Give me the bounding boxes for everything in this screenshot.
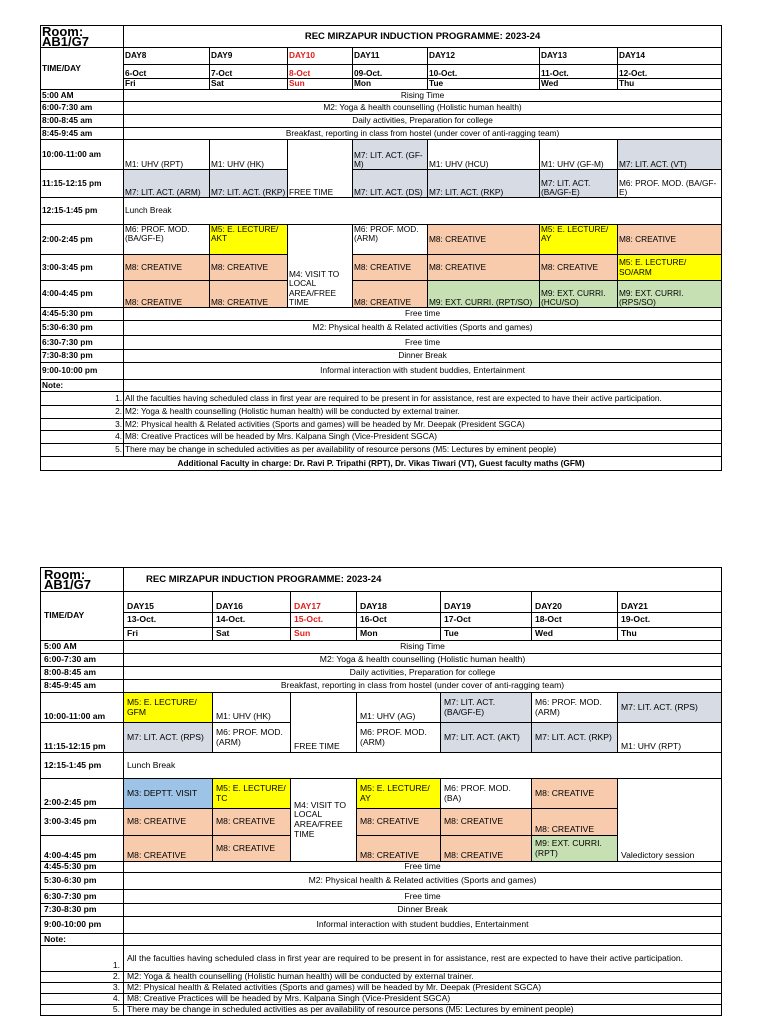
session-cell: M7: LIT. ACT. (RKP) xyxy=(210,170,288,198)
free-time-cell: Free time xyxy=(124,862,722,873)
date-cell: 17-Oct xyxy=(441,613,532,628)
session-cell: M1: UHV (AG) xyxy=(357,693,441,723)
day-header: DAY17 xyxy=(291,592,357,613)
session-cell: M1: UHV (HK) xyxy=(210,140,288,170)
day-header: DAY20 xyxy=(532,592,618,613)
session-cell: M5: E. LECTURE/ AY xyxy=(540,225,618,255)
session-cell: M7: LIT. ACT. (VT) xyxy=(618,140,722,170)
time-slot: 11:15-12:15 pm xyxy=(41,723,124,753)
physical-health-cell: M2: Physical health & Related activities (Sports and games) xyxy=(124,873,722,890)
session-cell: M6: PROF. MOD. (BA/GF-E) xyxy=(124,225,210,255)
session-cell: M8: CREATIVE xyxy=(540,255,618,281)
note-number: 5. xyxy=(41,444,124,457)
session-cell: M9: EXT. CURRI. (RPT/SO) xyxy=(428,281,540,308)
session-cell: M7: LIT. ACT. (DS) xyxy=(353,170,428,198)
session-cell: M6: PROF. MOD. (BA) xyxy=(441,779,532,809)
session-cell: M1: UHV (HCU) xyxy=(428,140,540,170)
time-slot: 4:45-5:30 pm xyxy=(41,308,124,321)
time-slot: 5:00 AM xyxy=(41,641,124,654)
weekday-cell: Thu xyxy=(618,628,722,641)
session-cell: M6: PROF. MOD. (BA/GF-E) xyxy=(618,170,722,198)
time-slot: 10:00-11:00 am xyxy=(41,693,124,723)
weekday-cell: Mon xyxy=(353,79,428,90)
note-spacer xyxy=(124,380,722,392)
date-cell: 10-Oct. xyxy=(428,65,540,79)
session-cell: M8: CREATIVE xyxy=(441,836,532,862)
note-text: All the faculties having scheduled class in first year are required to be present in for assistance, rest are expected to have their active participation. xyxy=(124,392,722,406)
weekday-cell: Wed xyxy=(532,628,618,641)
weekday-cell: Sun xyxy=(288,79,353,90)
day-header: DAY10 xyxy=(288,48,353,65)
weekday-cell: Sat xyxy=(213,628,291,641)
date-cell: 12-Oct. xyxy=(618,65,722,79)
date-cell: 11-Oct. xyxy=(540,65,618,79)
date-cell: 13-Oct. xyxy=(124,613,213,628)
room-label: Room: AB1/G7 xyxy=(41,26,124,48)
visit-local-area-cell: M4: VISIT TO LOCAL AREA/FREE TIME xyxy=(291,779,357,862)
session-cell: M7: LIT. ACT. (RPS) xyxy=(124,723,213,753)
free-time-cell: Free time xyxy=(124,336,722,350)
session-cell: M7: LIT. ACT. (AKT) xyxy=(441,723,532,753)
date-cell: 18-Oct xyxy=(532,613,618,628)
time-slot: 4:45-5:30 pm xyxy=(41,862,124,873)
time-slot: 2:00-2:45 pm xyxy=(41,779,124,809)
note-text: There may be change in scheduled activities as per availability of resource persons (M5: Lectures by eminent people) xyxy=(124,444,722,457)
time-slot: 2:00-2:45 pm xyxy=(41,225,124,255)
weekday-cell: Sun xyxy=(291,628,357,641)
note-text: M8: Creative Practices will be headed by Mrs. Kalpana Singh (Vice-President SGCA) xyxy=(124,994,722,1005)
session-cell: M8: CREATIVE xyxy=(213,836,291,862)
breakfast-cell: Breakfast, reporting in class from hostel (under cover of anti-ragging team) xyxy=(124,680,722,693)
weekday-cell: Tue xyxy=(441,628,532,641)
session-cell: M5: E. LECTURE/ SO/ARM xyxy=(618,255,722,281)
date-cell: 09-Oct. xyxy=(353,65,428,79)
note-number: 1. xyxy=(41,392,124,406)
timetable-week-1 xyxy=(40,25,721,471)
yoga-cell: M2: Yoga & health counselling (Holistic human health) xyxy=(124,654,722,667)
session-cell: M6: PROF. MOD. (ARM) xyxy=(213,723,291,753)
free-time-cell: FREE TIME xyxy=(288,140,353,198)
additional-faculty: Additional Faculty in charge: Dr. Ravi P. Tripathi (RPT), Dr. Vikas Tiwari (VT), Guest faculty maths (GFM) xyxy=(41,457,722,471)
time-slot: 7:30-8:30 pm xyxy=(41,350,124,363)
room-label: Room: AB1/G7 xyxy=(41,568,124,592)
weekday-cell: Sat xyxy=(210,79,288,90)
session-cell: M3: DEPTT. VISIT xyxy=(124,779,213,809)
session-cell: M7: LIT. ACT. (RKP) xyxy=(532,723,618,753)
weekday-cell: Fri xyxy=(124,79,210,90)
time-slot: 8:45-9:45 am xyxy=(41,128,124,140)
timetable-week-2 xyxy=(40,567,721,1016)
session-cell: M8: CREATIVE xyxy=(532,779,618,809)
session-cell: M9: EXT. CURRI. (RPS/SO) xyxy=(618,281,722,308)
note-label: Note: xyxy=(41,934,124,946)
valedictory-session-cell: Valedictory session xyxy=(618,779,722,862)
time-slot: 6:00-7:30 am xyxy=(41,102,124,115)
daily-activities-cell: Daily activities, Preparation for college xyxy=(124,667,722,680)
page-title: REC MIRZAPUR INDUCTION PROGRAMME: 2023-24 xyxy=(124,26,722,48)
yoga-cell: M2: Yoga & health counselling (Holistic human health) xyxy=(124,102,722,115)
time-slot: 9:00-10:00 pm xyxy=(41,917,124,934)
note-label: Note: xyxy=(41,380,124,392)
session-cell: M8: CREATIVE xyxy=(357,809,441,836)
note-text: M2: Yoga & health counselling (Holistic human health) will be conducted by external trainer. xyxy=(124,972,722,983)
rising-time-cell: Rising Time xyxy=(124,641,722,654)
time-slot: 4:00-4:45 pm xyxy=(41,281,124,308)
note-number: 4. xyxy=(41,431,124,444)
time-slot: 9:00-10:00 pm xyxy=(41,363,124,380)
time-slot: 3:00-3:45 pm xyxy=(41,809,124,836)
session-cell: M1: UHV (GF-M) xyxy=(540,140,618,170)
note-text: M2: Yoga & health counselling (Holistic human health) will be conducted by external trainer. xyxy=(124,406,722,419)
note-number: 3. xyxy=(41,983,124,994)
session-cell: M8: CREATIVE xyxy=(532,809,618,836)
time-slot: 10:00-11:00 am xyxy=(41,140,124,170)
session-cell: M9: EXT. CURRI. (RPT) xyxy=(532,836,618,862)
time-slot: 12:15-1:45 pm xyxy=(41,198,124,225)
note-text: M2: Physical health & Related activities (Sports and games) will be headed by Mr. Deepak (President SGCA) xyxy=(124,983,722,994)
note-spacer xyxy=(124,934,722,946)
note-number: 2. xyxy=(41,972,124,983)
day-header: DAY14 xyxy=(618,48,722,65)
time-slot: 11:15-12:15 pm xyxy=(41,170,124,198)
note-number: 5. xyxy=(41,1005,124,1016)
session-cell: M1: UHV (HK) xyxy=(213,693,291,723)
session-cell: M8: CREATIVE xyxy=(124,809,213,836)
day-header: DAY11 xyxy=(353,48,428,65)
session-cell: M1: UHV (RPT) xyxy=(124,140,210,170)
informal-interaction-cell: Informal interaction with student buddies, Entertainment xyxy=(124,917,722,934)
session-cell: M7: LIT. ACT. (GF-M) xyxy=(353,140,428,170)
session-cell: M8: CREATIVE xyxy=(124,281,210,308)
session-cell: M5: E. LECTURE/ AKT xyxy=(210,225,288,255)
session-cell: M6: PROF. MOD. (ARM) xyxy=(532,693,618,723)
session-cell: M6: PROF. MOD. (ARM) xyxy=(353,225,428,255)
note-number: 3. xyxy=(41,419,124,431)
dinner-break-cell: Dinner Break xyxy=(124,904,722,917)
session-cell: M8: CREATIVE xyxy=(353,281,428,308)
schedule-table xyxy=(40,567,722,1016)
session-cell: M8: CREATIVE xyxy=(213,809,291,836)
day-header: DAY15 xyxy=(124,592,213,613)
time-slot: 3:00-3:45 pm xyxy=(41,255,124,281)
day-header: DAY18 xyxy=(357,592,441,613)
time-slot: 5:30-6:30 pm xyxy=(41,321,124,336)
breakfast-cell: Breakfast, reporting in class from hostel (under cover of anti-ragging team) xyxy=(124,128,722,140)
date-cell: 14-Oct. xyxy=(213,613,291,628)
day-header: DAY12 xyxy=(428,48,540,65)
session-cell: M7: LIT. ACT. (RPS) xyxy=(618,693,722,723)
lunch-break-cell: Lunch Break xyxy=(124,753,722,779)
note-number: 1. xyxy=(41,946,124,972)
session-cell: M8: CREATIVE xyxy=(124,255,210,281)
session-cell: M7: LIT. ACT. (BA/GF-E) xyxy=(441,693,532,723)
time-slot: 5:00 AM xyxy=(41,90,124,102)
daily-activities-cell: Daily activities, Preparation for college xyxy=(124,115,722,128)
weekday-cell: Wed xyxy=(540,79,618,90)
session-cell: M8: CREATIVE xyxy=(353,255,428,281)
weekday-cell: Thu xyxy=(618,79,722,90)
time-slot: 8:00-8:45 am xyxy=(41,667,124,680)
session-cell: M8: CREATIVE xyxy=(210,281,288,308)
session-cell: M8: CREATIVE xyxy=(428,255,540,281)
note-text: M2: Physical health & Related activities (Sports and games) will be headed by Mr. Deepak (President SGCA) xyxy=(124,419,722,431)
session-cell: M8: CREATIVE xyxy=(428,225,540,255)
session-cell: M5: E. LECTURE/ TC xyxy=(213,779,291,809)
visit-local-area-cell: M4: VISIT TO LOCAL AREA/FREE TIME xyxy=(288,225,353,308)
day-header: DAY19 xyxy=(441,592,532,613)
session-cell: M6: PROF. MOD. (ARM) xyxy=(357,723,441,753)
note-text: All the faculties having scheduled class in first year are required to be present in for assistance, rest are expected to have their active participation. xyxy=(124,946,722,972)
date-cell: 16-Oct xyxy=(357,613,441,628)
time-slot: 8:00-8:45 am xyxy=(41,115,124,128)
session-cell: M5: E. LECTURE/ AY xyxy=(357,779,441,809)
time-slot: 6:30-7:30 pm xyxy=(41,890,124,904)
day-header: DAY13 xyxy=(540,48,618,65)
time-slot: 7:30-8:30 pm xyxy=(41,904,124,917)
time-slot: 4:00-4:45 pm xyxy=(41,836,124,862)
time-day-header: TIME/DAY xyxy=(41,592,124,641)
session-cell: M5: E. LECTURE/ GFM xyxy=(124,693,213,723)
page-title: REC MIRZAPUR INDUCTION PROGRAMME: 2023-24 xyxy=(124,568,722,592)
free-time-cell: FREE TIME xyxy=(291,693,357,753)
session-cell: M7: LIT. ACT. (ARM) xyxy=(124,170,210,198)
time-slot: 6:30-7:30 pm xyxy=(41,336,124,350)
schedule-table xyxy=(40,25,722,471)
date-cell: 6-Oct xyxy=(124,65,210,79)
dinner-break-cell: Dinner Break xyxy=(124,350,722,363)
note-text: There may be change in scheduled activities as per availability of resource persons (M5: Lectures by eminent people) xyxy=(124,1005,722,1016)
time-slot: 8:45-9:45 am xyxy=(41,680,124,693)
time-day-header: TIME/DAY xyxy=(41,48,124,90)
weekday-cell: Tue xyxy=(428,79,540,90)
session-cell: M8: CREATIVE xyxy=(124,836,213,862)
date-cell: 8-Oct xyxy=(288,65,353,79)
free-time-cell: Free time xyxy=(124,308,722,321)
session-cell: M8: CREATIVE xyxy=(441,809,532,836)
date-cell: 7-Oct xyxy=(210,65,288,79)
session-cell: M8: CREATIVE xyxy=(357,836,441,862)
session-cell: M8: CREATIVE xyxy=(210,255,288,281)
date-cell: 19-Oct. xyxy=(618,613,722,628)
session-cell: M9: EXT. CURRI. (HCU/SO) xyxy=(540,281,618,308)
session-cell: M7: LIT. ACT. (BA/GF-E) xyxy=(540,170,618,198)
day-header: DAY21 xyxy=(618,592,722,613)
weekday-cell: Fri xyxy=(124,628,213,641)
time-slot: 5:30-6:30 pm xyxy=(41,873,124,890)
date-cell: 15-Oct. xyxy=(291,613,357,628)
session-cell: M1: UHV (RPT) xyxy=(618,723,722,753)
note-number: 4. xyxy=(41,994,124,1005)
day-header: DAY16 xyxy=(213,592,291,613)
weekday-cell: Mon xyxy=(357,628,441,641)
day-header: DAY8 xyxy=(124,48,210,65)
session-cell: M7: LIT. ACT. (RKP) xyxy=(428,170,540,198)
note-number: 2. xyxy=(41,406,124,419)
informal-interaction-cell: Informal interaction with student buddies, Entertainment xyxy=(124,363,722,380)
free-time-cell: Free time xyxy=(124,890,722,904)
day-header: DAY9 xyxy=(210,48,288,65)
time-slot: 6:00-7:30 am xyxy=(41,654,124,667)
lunch-break-cell: Lunch Break xyxy=(124,198,722,225)
session-cell: M8: CREATIVE xyxy=(618,225,722,255)
physical-health-cell: M2: Physical health & Related activities (Sports and games) xyxy=(124,321,722,336)
time-slot: 12:15-1:45 pm xyxy=(41,753,124,779)
rising-time-cell: Rising Time xyxy=(124,90,722,102)
note-text: M8: Creative Practices will be headed by Mrs. Kalpana Singh (Vice-President SGCA) xyxy=(124,431,722,444)
